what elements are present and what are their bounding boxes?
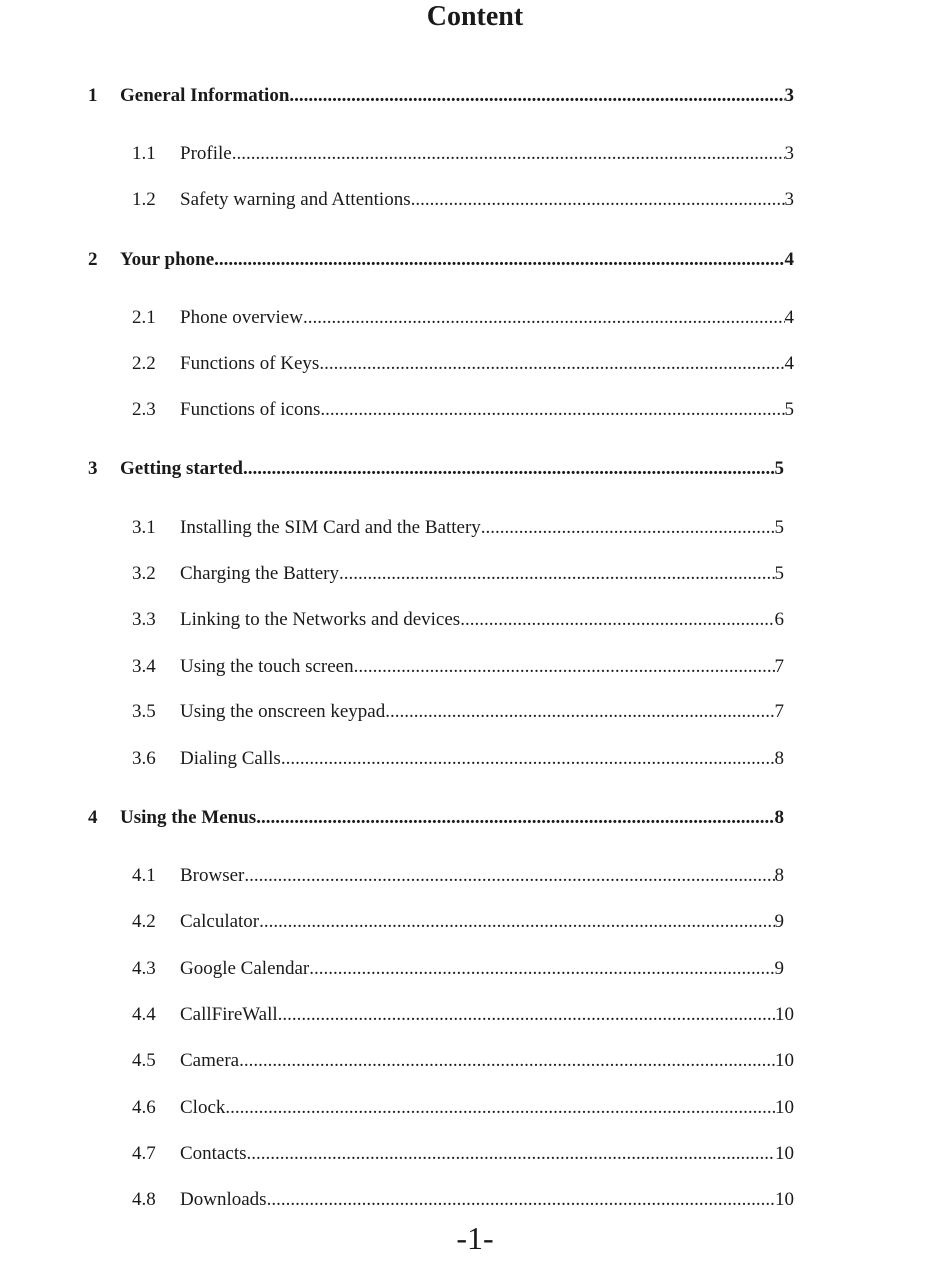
toc-entry-number: 4.7	[132, 1143, 156, 1164]
toc-entry-label: Clock	[180, 1097, 226, 1118]
toc-entry-page: 8	[774, 748, 784, 769]
toc-entry-number: 2	[88, 249, 98, 270]
toc-entry-page: 10	[775, 1189, 794, 1210]
toc-entry-label: Charging the Battery	[180, 563, 340, 584]
dot-leader	[232, 141, 785, 167]
dot-leader	[309, 956, 774, 982]
dot-leader	[319, 351, 784, 377]
toc-entry-number: 3.5	[132, 701, 156, 722]
toc-subsection-entry[interactable]	[132, 515, 784, 541]
dot-leader	[281, 746, 775, 772]
dot-leader	[244, 863, 774, 889]
toc-entry-page: 8	[774, 807, 784, 828]
toc-entry-page: 5	[774, 458, 784, 479]
toc-subsection-entry[interactable]	[132, 746, 784, 772]
toc-entry-page: 4	[784, 307, 794, 328]
toc-entry-number: 4.6	[132, 1097, 156, 1118]
toc-entry-label: Profile	[180, 143, 232, 164]
dot-leader	[320, 397, 784, 423]
page-number-footer: -1-	[456, 1220, 494, 1256]
toc-entry-number: 4.4	[132, 1004, 156, 1025]
toc-entry-number: 4.2	[132, 911, 156, 932]
toc-entry-page: 9	[774, 958, 784, 979]
toc-entry-label: Contacts	[180, 1143, 247, 1164]
toc-subsection-entry[interactable]	[132, 305, 794, 331]
toc-entry-page: 7	[774, 701, 784, 722]
dot-leader	[460, 607, 774, 633]
toc-section-entry[interactable]	[88, 83, 794, 109]
toc-subsection-entry[interactable]	[132, 397, 794, 423]
toc-subsection-entry[interactable]	[132, 1048, 794, 1074]
dot-leader	[256, 805, 774, 831]
toc-entry-page: 8	[774, 865, 784, 886]
toc-entry-number: 4.3	[132, 958, 156, 979]
toc-entry-number: 3.3	[132, 609, 156, 630]
toc-entry-page: 4	[784, 249, 794, 270]
toc-entry-label: Camera	[180, 1050, 240, 1071]
toc-entry-label: Browser	[180, 865, 245, 886]
toc-entry-page: 10	[775, 1004, 794, 1025]
toc-entry-label: Using the Menus	[120, 807, 257, 828]
toc-entry-number: 2.1	[132, 307, 156, 328]
toc-section-entry[interactable]	[88, 247, 794, 273]
toc-entry-number: 4.5	[132, 1050, 156, 1071]
toc-entry-number: 1.2	[132, 189, 156, 210]
toc-subsection-entry[interactable]	[132, 863, 784, 889]
toc-entry-page: 5	[774, 517, 784, 538]
toc-entry-number: 3	[88, 458, 98, 479]
dot-leader	[411, 187, 785, 213]
dot-leader	[303, 305, 785, 331]
toc-entry-label: Installing the SIM Card and the Battery	[180, 517, 481, 538]
toc-subsection-entry[interactable]	[132, 607, 784, 633]
toc-entry-page: 3	[784, 85, 794, 106]
toc-entry-label: Safety warning and Attentions	[180, 189, 411, 210]
dot-leader	[214, 247, 784, 273]
toc-entry-page: 10	[775, 1050, 794, 1071]
toc-entry-label: Dialing Calls	[180, 748, 281, 769]
toc-entry-page: 3	[784, 189, 794, 210]
toc-subsection-entry[interactable]	[132, 1141, 794, 1167]
toc-subsection-entry[interactable]	[132, 561, 784, 587]
toc-entry-label: Functions of icons	[180, 399, 321, 420]
toc-entry-label: Using the touch screen	[180, 656, 354, 677]
toc-entry-label: General Information	[120, 85, 290, 106]
dot-leader	[289, 83, 784, 109]
dot-leader	[278, 1002, 775, 1028]
toc-entry-number: 3.4	[132, 656, 156, 677]
toc-section-entry[interactable]	[88, 805, 784, 831]
dot-leader	[239, 1048, 775, 1074]
toc-subsection-entry[interactable]	[132, 1187, 794, 1213]
dot-leader	[481, 515, 775, 541]
toc-entry-number: 2.3	[132, 399, 156, 420]
toc-entry-label: Your phone	[120, 249, 215, 270]
toc-entry-number: 2.2	[132, 353, 156, 374]
dot-leader	[385, 699, 774, 725]
toc-entry-number: 4.1	[132, 865, 156, 886]
toc-subsection-entry[interactable]	[132, 351, 794, 377]
toc-subsection-entry[interactable]	[132, 1002, 794, 1028]
toc-subsection-entry[interactable]	[132, 141, 794, 167]
page-title: Content	[426, 1, 524, 32]
toc-entry-number: 3.6	[132, 748, 156, 769]
toc-subsection-entry[interactable]	[132, 956, 784, 982]
toc-entry-label: Phone overview	[180, 307, 303, 328]
toc-subsection-entry[interactable]	[132, 699, 784, 725]
toc-entry-page: 9	[774, 911, 784, 932]
toc-entry-number: 3.1	[132, 517, 156, 538]
toc-section-entry[interactable]	[88, 456, 784, 482]
toc-entry-label: CallFireWall	[180, 1004, 278, 1025]
toc-subsection-entry[interactable]	[132, 187, 794, 213]
toc-entry-number: 1	[88, 85, 98, 106]
toc-entry-label: Getting started	[120, 458, 243, 479]
toc-entry-page: 3	[784, 143, 794, 164]
dot-leader	[259, 909, 774, 935]
dot-leader	[247, 1141, 776, 1167]
toc-subsection-entry[interactable]	[132, 654, 784, 680]
toc-entry-number: 4	[88, 807, 98, 828]
toc-entry-number: 1.1	[132, 143, 156, 164]
toc-entry-page: 5	[774, 563, 784, 584]
toc-entry-number: 3.2	[132, 563, 156, 584]
toc-entry-page: 6	[774, 609, 784, 630]
toc-subsection-entry[interactable]	[132, 1095, 794, 1121]
toc-subsection-entry[interactable]	[132, 909, 784, 935]
toc-entry-label: Google Calendar	[180, 958, 310, 979]
toc-entry-number: 4.8	[132, 1189, 156, 1210]
toc-entry-label: Downloads	[180, 1189, 267, 1210]
dot-leader	[243, 456, 775, 482]
toc-entry-page: 4	[784, 353, 794, 374]
toc-entry-page: 10	[775, 1143, 794, 1164]
toc-entry-label: Calculator	[180, 911, 260, 932]
dot-leader	[354, 654, 775, 680]
toc-entry-label: Functions of Keys	[180, 353, 320, 374]
toc-entry-label: Linking to the Networks and devices	[180, 609, 461, 630]
dot-leader	[225, 1095, 775, 1121]
dot-leader	[339, 561, 774, 587]
toc-entry-label: Using the onscreen keypad	[180, 701, 386, 722]
dot-leader	[267, 1187, 775, 1213]
toc-entry-page: 7	[774, 656, 784, 677]
toc-entry-page: 5	[784, 399, 794, 420]
toc-entry-page: 10	[775, 1097, 794, 1118]
